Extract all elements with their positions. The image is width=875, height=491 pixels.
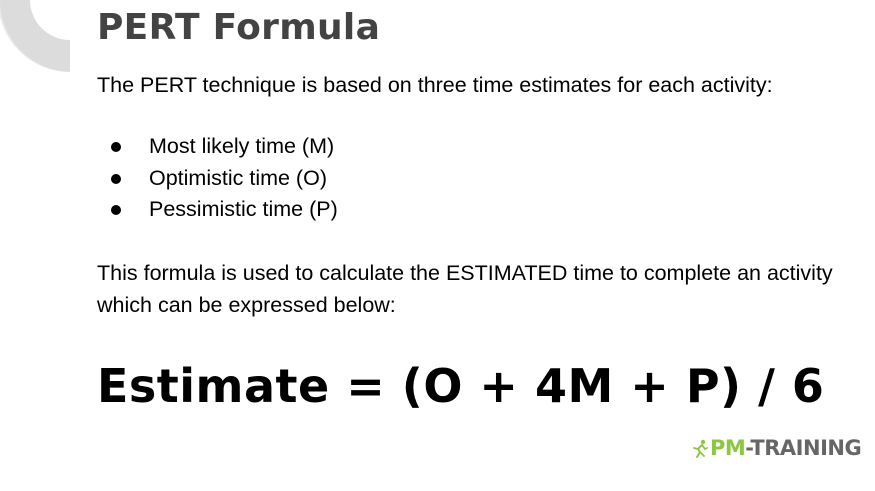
- intro-text: The PERT technique is based on three time estimates for each activity:: [97, 73, 773, 97]
- running-figure-icon: [692, 437, 708, 459]
- list-item: [97, 131, 338, 163]
- list-item-label: Most likely time (M): [149, 134, 335, 158]
- logo-text-pm: PM: [710, 436, 746, 460]
- list-item-label: Optimistic time (O): [149, 165, 327, 190]
- list-item-label: Pessimistic time (P): [149, 197, 338, 221]
- pm-training-logo: [692, 433, 861, 463]
- explanation-text: This formula is used to calculate the ESTIMATED time to complete an activity which can be expressed below:: [97, 261, 833, 317]
- estimate-list: [97, 131, 338, 226]
- list-item: [97, 194, 338, 226]
- logo-text: [710, 436, 861, 460]
- corner-decoration: [0, 0, 70, 72]
- bullet-icon: [111, 205, 121, 215]
- slide-title: PERT Formula: [97, 7, 381, 48]
- logo-text-training: -TRAINING: [745, 436, 862, 460]
- list-item: [97, 163, 338, 195]
- bullet-icon: [111, 174, 121, 184]
- pert-formula: Estimate = (O + 4M + P) / 6: [97, 359, 825, 413]
- bullet-icon: [111, 142, 121, 152]
